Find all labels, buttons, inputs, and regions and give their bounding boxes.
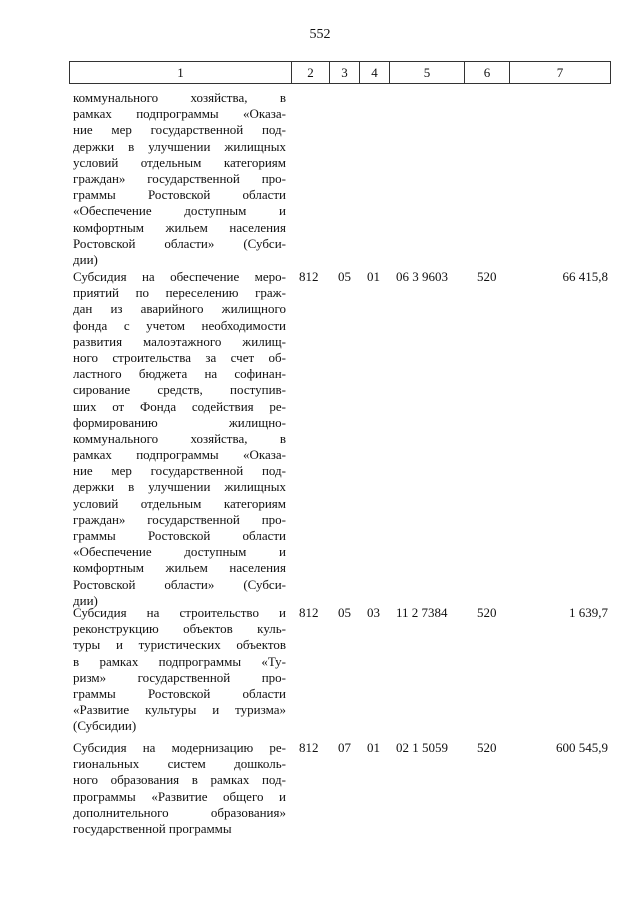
description-line: ного образования в рамках под- <box>73 772 286 788</box>
description-line: дии) <box>73 251 98 267</box>
description-line: программы «Развитие общего и <box>73 788 286 804</box>
description-line: рамках подпрограммы «Оказа- <box>73 106 286 122</box>
description-line: ного строительства за счет об- <box>73 349 286 365</box>
description-line: граммы Ростовской области <box>73 685 286 701</box>
description-line: дан из аварийного жилищного <box>73 301 286 317</box>
description-line: дополнительного образования» <box>73 804 286 820</box>
description-line: граммы Ростовской области <box>73 187 286 203</box>
description-line: гиональных систем дошколь- <box>73 756 286 772</box>
subsection-code: 01 <box>367 740 380 755</box>
column-header-5: 5 <box>389 62 464 83</box>
expense-type-code: 520 <box>477 605 497 620</box>
description-line: сирование средств, поступив- <box>73 382 286 398</box>
description-line: Субсидия на модернизацию ре- <box>73 740 286 755</box>
description-line: в рамках подпрограммы «Ту- <box>73 653 286 669</box>
amount: 1 639,7 <box>569 605 608 620</box>
description-line: держки в улучшении жилищных <box>73 138 286 154</box>
description-line: рамках подпрограммы «Оказа- <box>73 447 286 463</box>
expense-type-code: 520 <box>477 740 497 755</box>
description-line: коммунального хозяйства, в <box>73 430 286 446</box>
description-line: условий отдельным категориям <box>73 154 286 170</box>
subsection-code: 01 <box>367 269 380 284</box>
section-code: 05 <box>338 269 351 284</box>
grbs-code: 812 <box>299 605 319 620</box>
description-line: граждан» государственной про- <box>73 170 286 186</box>
description-line: граждан» государственной про- <box>73 511 286 527</box>
description-line: «Обеспечение доступным и <box>73 203 286 219</box>
description-line: «Развитие культуры и туризма» <box>73 702 286 718</box>
description-line: коммунального хозяйства, в <box>73 90 286 105</box>
row-description <box>73 605 286 735</box>
column-header-2: 2 <box>291 62 329 83</box>
grbs-code: 812 <box>299 740 319 755</box>
column-header-7: 7 <box>509 62 610 83</box>
description-line: комфортным жильем населения <box>73 560 286 576</box>
description-line: ших от Фонда содействия ре- <box>73 398 286 414</box>
description-line: фонда с учетом необходимости <box>73 317 286 333</box>
table-header <box>69 61 611 84</box>
description-line: комфортным жильем населения <box>73 219 286 235</box>
grbs-code: 812 <box>299 269 319 284</box>
target-article-code: 06 3 9603 <box>396 269 448 284</box>
description-line: формированию жилищно- <box>73 414 286 430</box>
description-line: развития малоэтажного жилищ- <box>73 333 286 349</box>
description-line: государственной программы <box>73 820 232 836</box>
column-header-6: 6 <box>464 62 509 83</box>
description-line: (Субсидии) <box>73 718 137 734</box>
description-line: приятий по переселению граж- <box>73 285 286 301</box>
description-line: Субсидия на обеспечение меро- <box>73 269 286 284</box>
description-line: условий отдельным категориям <box>73 495 286 511</box>
subsection-code: 03 <box>367 605 380 620</box>
column-header-3: 3 <box>329 62 359 83</box>
row-description <box>73 90 286 268</box>
description-line: Ростовской области» (Субси- <box>73 235 286 251</box>
description-line: граммы Ростовской области <box>73 528 286 543</box>
page-number: 552 <box>309 27 331 42</box>
section-code: 07 <box>338 740 351 755</box>
target-article-code: 02 1 5059 <box>396 740 448 755</box>
column-header-1: 1 <box>177 65 184 80</box>
column-header-4: 4 <box>359 62 389 83</box>
target-article-code: 11 2 7384 <box>396 605 448 620</box>
description-line: ние мер государственной под- <box>73 463 286 479</box>
section-code: 05 <box>338 605 351 620</box>
description-line: ластного бюджета на софинан- <box>73 366 286 382</box>
description-line: туры и туристических объектов <box>73 637 286 653</box>
description-line: дии) <box>73 592 98 608</box>
row-description <box>73 269 286 609</box>
row-description <box>73 740 286 837</box>
description-line: Субсидия на строительство и <box>73 605 286 620</box>
amount: 66 415,8 <box>562 269 608 284</box>
description-line: Ростовской области» (Субси- <box>73 576 286 592</box>
amount: 600 545,9 <box>556 740 608 755</box>
expense-type-code: 520 <box>477 269 497 284</box>
description-line: реконструкцию объектов куль- <box>73 621 286 637</box>
description-line: ние мер государственной под- <box>73 122 286 138</box>
description-line: держки в улучшении жилищных <box>73 479 286 495</box>
description-line: ризм» государственной про- <box>73 669 286 685</box>
description-line: «Обеспечение доступным и <box>73 544 286 560</box>
